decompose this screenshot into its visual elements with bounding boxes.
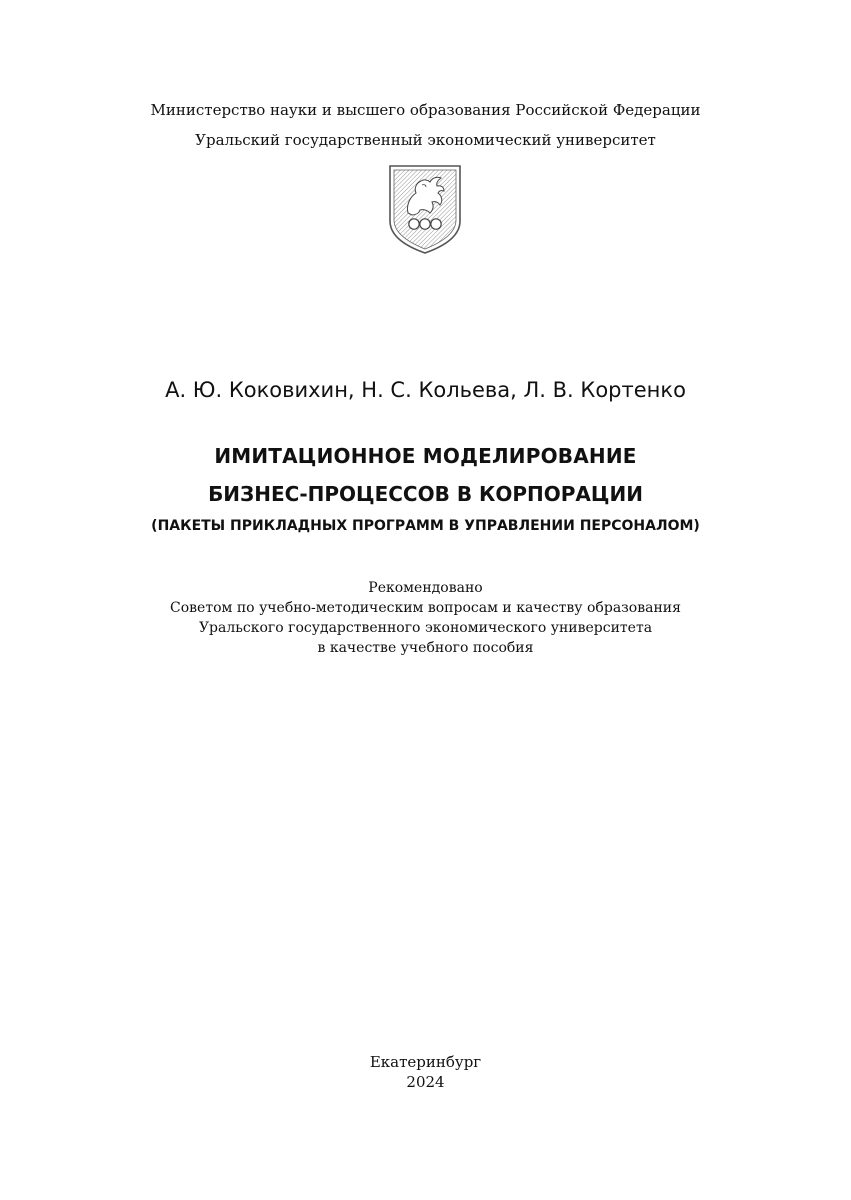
year: 2024 <box>406 1073 445 1091</box>
title-line-1: ИМИТАЦИОННОЕ МОДЕЛИРОВАНИЕ <box>214 444 637 468</box>
recommendation-line-3: Уральского государственного экономического университета <box>198 620 653 636</box>
subtitle: (ПАКЕТЫ ПРИКЛАДНЫХ ПРОГРАММ В УПРАВЛЕНИИ ПЕРСОНАЛОМ) <box>151 518 700 534</box>
recommendation-line-2: Советом по учебно-методическим вопросам и качеству образования <box>170 600 681 616</box>
university-name: Уральский государственный экономический университет <box>195 131 656 149</box>
recommendation-line-1: Рекомендовано <box>368 580 483 596</box>
title-line-2: БИЗНЕС-ПРОЦЕССОВ В КОРПОРАЦИИ <box>208 482 643 506</box>
ministry-name: Министерство науки и высшего образования Российской Федерации <box>150 101 701 119</box>
city: Екатеринбург <box>369 1053 482 1071</box>
university-emblem-icon <box>386 163 464 255</box>
recommendation-line-4: в качестве учебного пособия <box>317 640 534 656</box>
authors: А. Ю. Коковихин, Н. С. Кольева, Л. В. Кортенко <box>165 378 686 402</box>
